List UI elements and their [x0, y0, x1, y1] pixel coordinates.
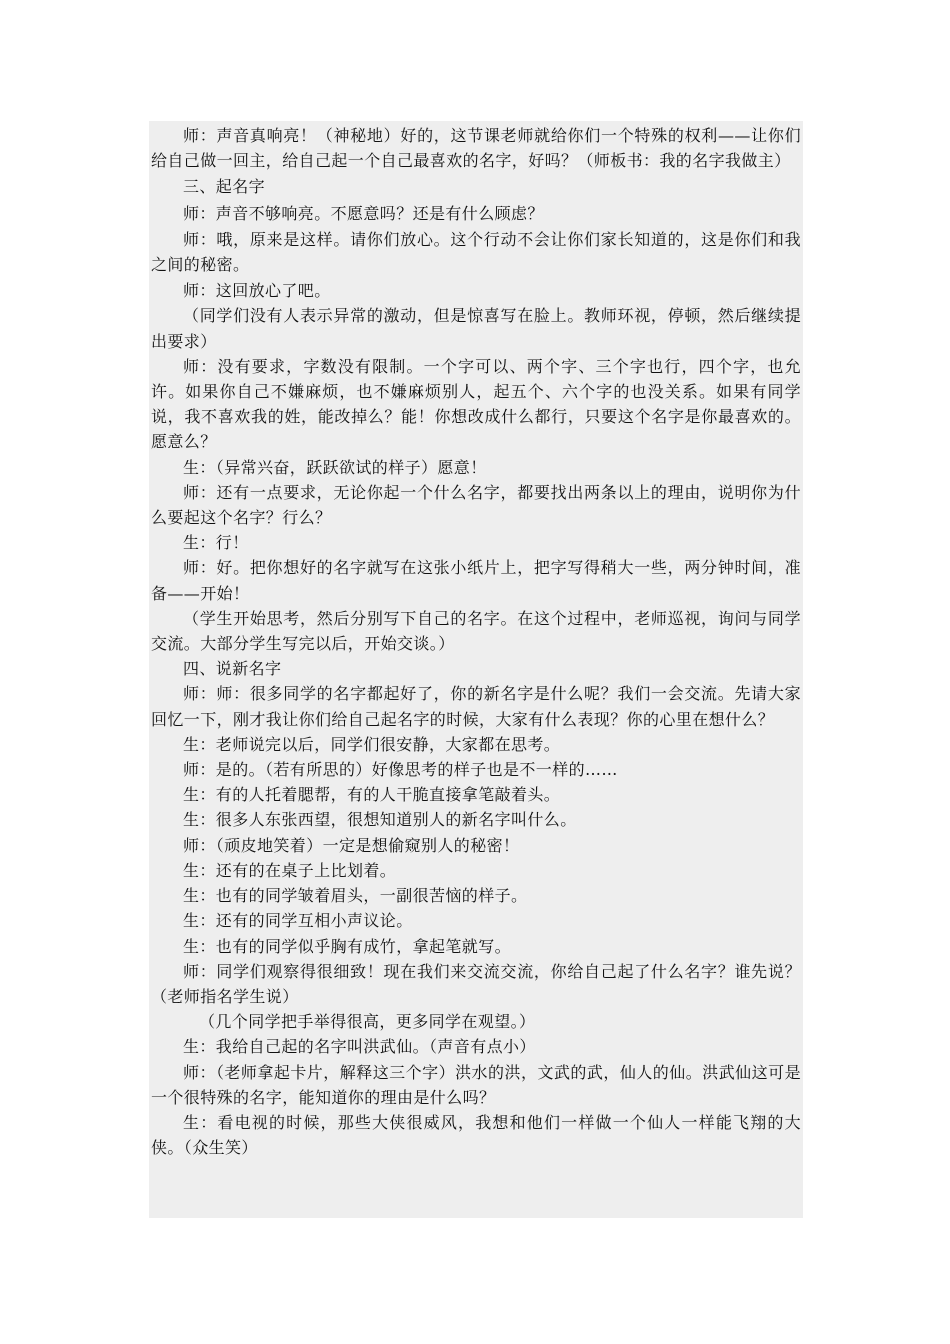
- paragraph: 生：我给自己起的名字叫洪武仙。（声音有点小）: [183, 1037, 536, 1057]
- paragraph-stage-direction: （同学们没有人表示异常的激动，但是惊喜写在脸上。教师环视，停顿，然后继续提出要求）: [151, 306, 801, 351]
- paragraph: 师：（顽皮地笑着）一定是想偷窥别人的秘密！: [183, 835, 520, 855]
- paragraph: 师：是的。（若有所思的）好像思考的样子也是不一样的……: [183, 760, 618, 780]
- document-page: [149, 121, 803, 1218]
- paragraph: 生：看电视的时候，那些大侠很威风，我想和他们一样做一个仙人一样能飞翔的大侠。（众生笑）: [151, 1112, 801, 1158]
- paragraph: 师：同学们观察得很细致！现在我们来交流交流，你给自己起了什么名字？谁先说？（老师指名学生说）: [151, 961, 801, 1006]
- paragraph: 师：好。把你想好的名字就写在这张小纸片上，把字写得稍大一些，两分钟时间，准备——开始！: [151, 558, 801, 603]
- paragraph: 生：老师说完以后，同学们很安静，大家都在思考。: [183, 734, 561, 754]
- paragraph: 师：师：很多同学的名字都起好了，你的新名字是什么呢？我们一会交流。先请大家回忆一下，刚才我让你们给自己起名字的时候，大家有什么表现？你的心里在想什么？: [151, 684, 801, 729]
- paragraph: 师：哦，原来是这样。请你们放心。这个行动不会让你们家长知道的，这是你们和我之间的秘密。: [151, 229, 801, 275]
- paragraph: 生：也有的同学皱着眉头，一副很苦恼的样子。: [183, 886, 528, 906]
- paragraph: 生：也有的同学似乎胸有成竹，拿起笔就写。: [183, 936, 512, 956]
- paragraph: 生：（异常兴奋，跃跃欲试的样子）愿意！: [183, 457, 487, 477]
- paragraph: 生：还有的同学互相小声议论。: [183, 911, 413, 931]
- paragraph: 师：声音不够响亮。不愿意吗？还是有什么顾虑？: [183, 203, 544, 223]
- paragraph: 生：行！: [183, 533, 249, 553]
- paragraph: 生：有的人托着腮帮，有的人干脆直接拿笔敲着头。: [183, 785, 561, 805]
- section-heading-naming: 三、起名字: [183, 177, 266, 197]
- paragraph: 师：（老师拿起卡片，解释这三个字）洪水的洪，文武的武，仙人的仙。洪武仙这可是一个很特殊的名字，能知道你的理由是什么吗？: [151, 1062, 801, 1107]
- paragraph: 师：没有要求，字数没有限制。一个字可以、两个字、三个字也行，四个字，也允许。如果你自己不嫌麻烦，也不嫌麻烦别人，起五个、六个字的也没关系。如果有同学说，我不喜欢我的姓，能改掉么？能！你想改成什么都行，只要这个名字是你最喜欢的。愿意么？: [151, 356, 801, 452]
- paragraph-stage-direction: （学生开始思考，然后分别写下自己的名字。在这个过程中，老师巡视，询问与同学交流。大部分学生写完以后，开始交谈。）: [151, 608, 801, 654]
- paragraph-teacher-intro: 师：声音真响亮！（神秘地）好的，这节课老师就给你们一个特殊的权利——让你们给自己做一回主，给自己起一个自己最喜欢的名字，好吗？（师板书：我的名字我做主）: [151, 126, 801, 171]
- paragraph-stage-direction: （几个同学把手举得很高，更多同学在观望。）: [199, 1012, 536, 1032]
- paragraph: 师：这回放心了吧。: [183, 281, 331, 301]
- paragraph: 师：还有一点要求，无论你起一个什么名字，都要找出两条以上的理由，说明你为什么要起这个名字？行么？: [151, 482, 801, 528]
- document-body: [149, 121, 803, 1160]
- paragraph: 生：很多人东张西望，很想知道别人的新名字叫什么。: [183, 810, 577, 830]
- paragraph: 生：还有的在桌子上比划着。: [183, 860, 397, 880]
- section-heading-new-names: 四、说新名字: [183, 659, 282, 679]
